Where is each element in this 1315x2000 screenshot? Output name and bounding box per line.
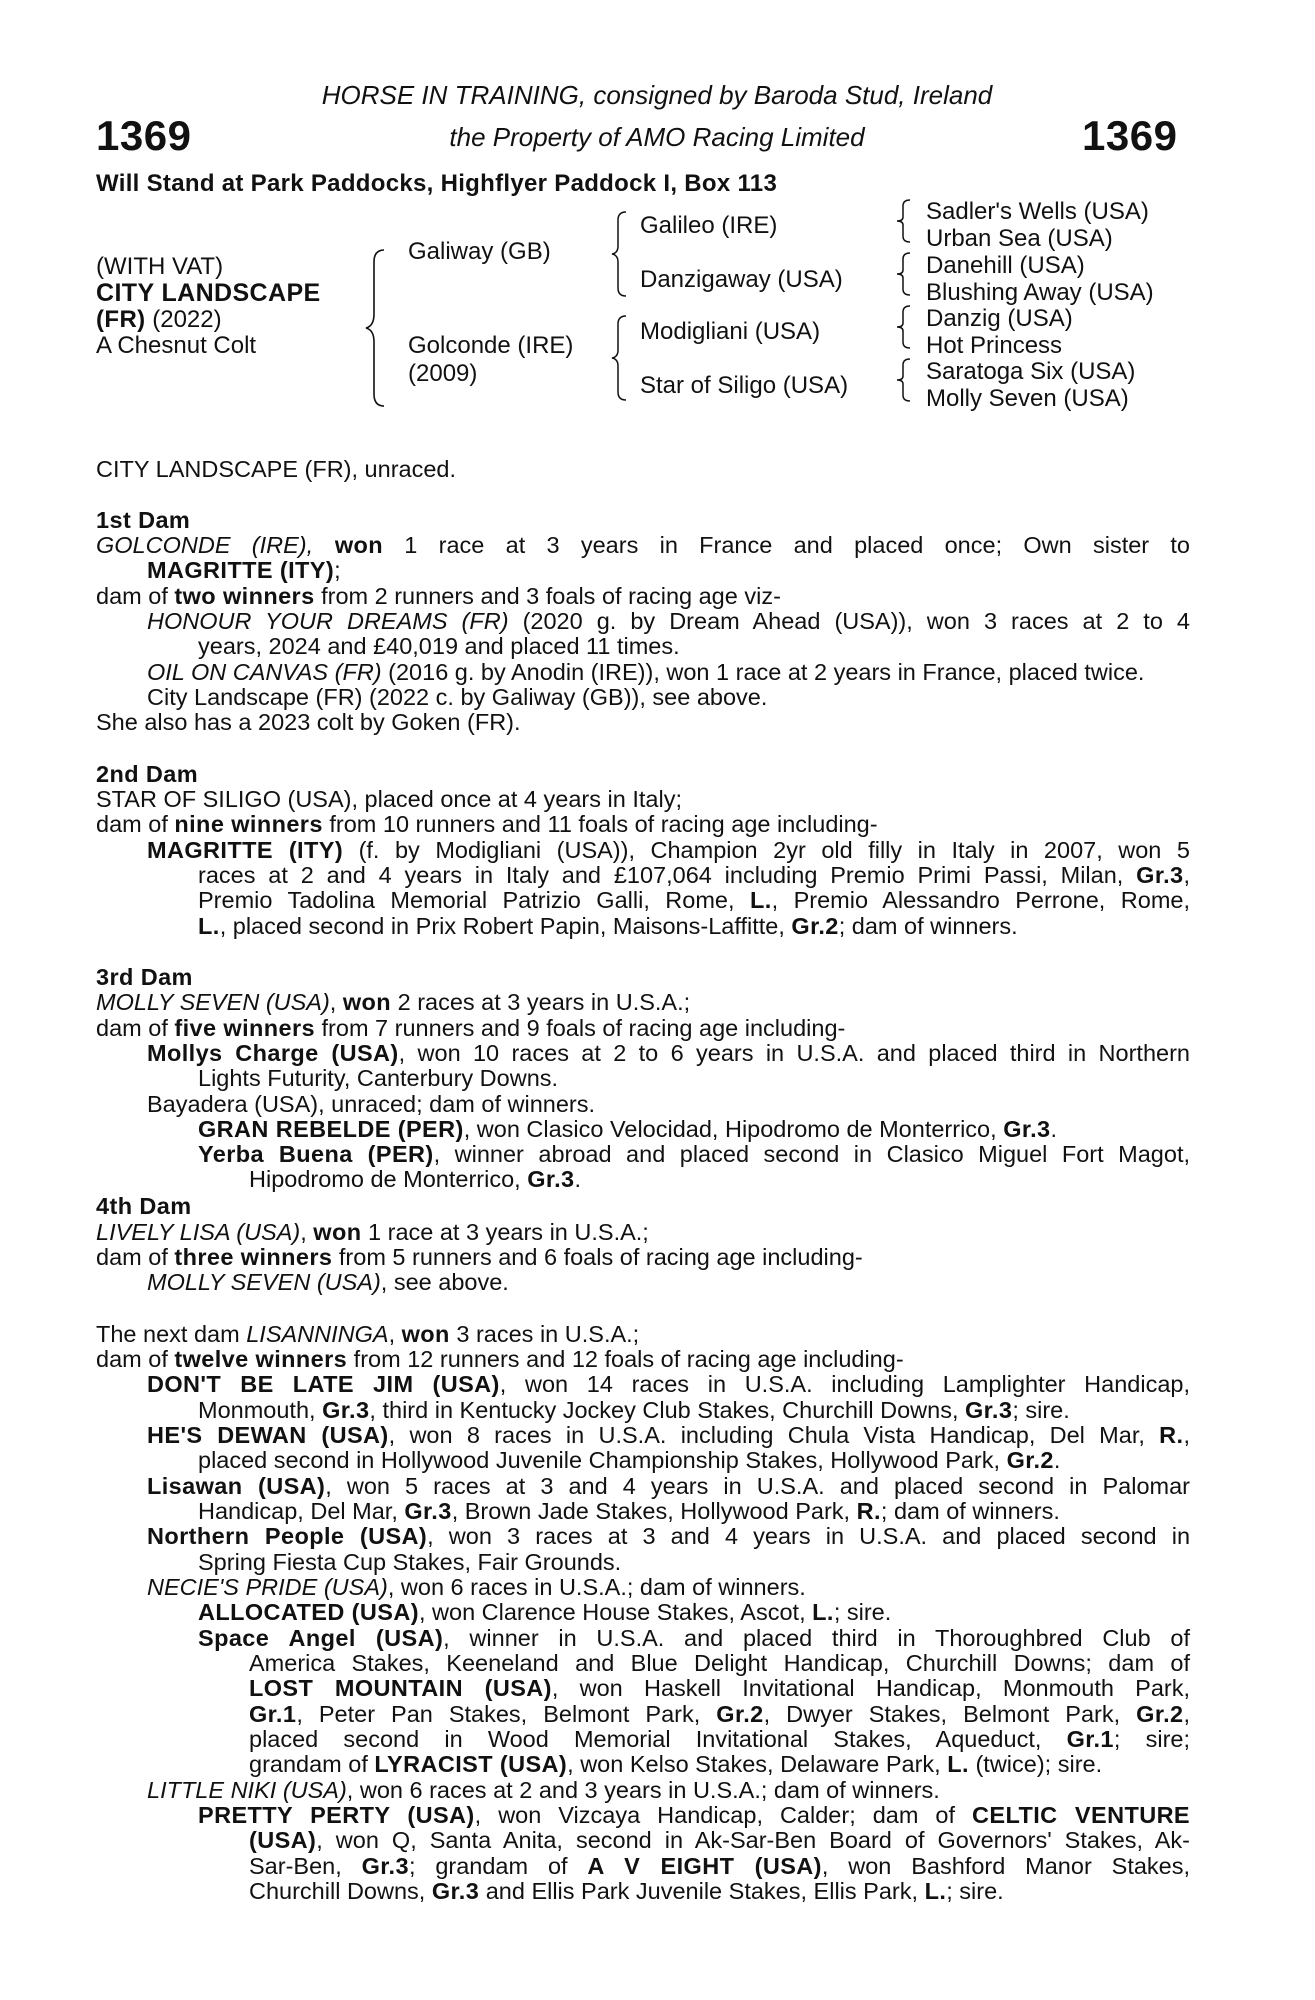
nextdam-line8: Handicap, Del Mar, Gr.3, Brown Jade Stakes, Hollywood Park, R.; dam of winners. (198, 1498, 1060, 1524)
dam2-line6: L., placed second in Prix Robert Papin, Maisons-Laffitte, Gr.2; dam of winners. (198, 913, 1018, 939)
dam1-line1: GOLCONDE (IRE), won 1 race at 3 years in France and placed once; Own sister to (96, 532, 1190, 558)
nextdam-line19: LITTLE NIKI (USA), won 6 races at 2 and 3 years in U.S.A.; dam of winners. (147, 1777, 940, 1803)
sire-dam-brace-icon (360, 248, 390, 408)
stand-location: Will Stand at Park Paddocks, Highflyer Paddock I, Box 113 (96, 170, 778, 197)
dam1-line5: years, 2024 and £40,019 and placed 11 times. (198, 633, 680, 659)
dam1-line8: She also has a 2023 colt by Goken (FR). (96, 709, 521, 735)
dam1-line6: OIL ON CANVAS (FR) (2016 g. by Anodin (IRE)), won 1 race at 2 years in France, placed twice. (147, 659, 1145, 685)
dam3-line7: Yerba Buena (PER), winner abroad and placed second in Clasico Miguel Fort Magot, (198, 1141, 1190, 1167)
dam2-line4: races at 2 and 4 years in Italy and £107,064 including Premio Primi Passi, Milan, Gr.3, (198, 862, 1190, 888)
dam4-line2: dam of three winners from 5 runners and 6 foals of racing age including- (96, 1244, 863, 1270)
dam3-line3: Mollys Charge (USA), won 10 races at 2 to 6 years in U.S.A. and placed third in Northern (147, 1040, 1190, 1066)
unraced-note: CITY LANDSCAPE (FR), unraced. (96, 456, 457, 482)
nextdam-line18: grandam of LYRACIST (USA), won Kelso Stakes, Delaware Park, L. (twice); sire. (249, 1751, 1103, 1777)
horse-name: CITY LANDSCAPE (96, 279, 321, 307)
dam3-line1: MOLLY SEVEN (USA), won 2 races at 3 years in U.S.A.; (96, 989, 691, 1015)
nextdam-line4: Monmouth, Gr.3, third in Kentucky Jockey Club Stakes, Churchill Downs, Gr.3; sire. (198, 1397, 1070, 1423)
dam1-line7: City Landscape (FR) (2022 c. by Galiway (GB)), see above. (147, 684, 768, 710)
gen3-1: Sadler's Wells (USA) (926, 198, 1149, 225)
dam1-line4: HONOUR YOUR DREAMS (FR) (2020 g. by Dream Ahead (USA)), won 3 races at 2 to 4 (147, 608, 1190, 634)
nextdam-line16: Gr.1, Peter Pan Stakes, Belmont Park, Gr.2, Dwyer Stakes, Belmont Park, Gr.2, (249, 1701, 1190, 1727)
gen3-5: Danzig (USA) (926, 305, 1073, 332)
gen3-3: Danehill (USA) (926, 252, 1085, 279)
gen3-brace-icon-4 (892, 357, 914, 403)
nextdam-line17: placed second in Wood Memorial Invitational Stakes, Aqueduct, Gr.1; sire; (249, 1726, 1190, 1752)
gen3-6: Hot Princess (926, 332, 1063, 359)
nextdam-line22: Sar-Ben, Gr.3; grandam of A V EIGHT (USA), won Bashford Manor Stakes, (249, 1853, 1191, 1879)
nextdam-line10: Spring Fiesta Cup Stakes, Fair Grounds. (198, 1549, 622, 1575)
nextdam-line9: Northern People (USA), won 3 races at 3 and 4 years in U.S.A. and placed second in (147, 1523, 1191, 1549)
horse-country: (FR) (96, 306, 146, 333)
dam1-heading: 1st Dam (96, 507, 191, 533)
nextdam-line12: ALLOCATED (USA), won Clarence House Stakes, Ascot, L.; sire. (198, 1599, 892, 1625)
horse-year: (2022) (145, 306, 222, 333)
dam-name: Golconde (IRE) (408, 332, 574, 359)
dam-dam: Star of Siligo (USA) (640, 372, 849, 399)
horse-country-year (96, 306, 222, 334)
dam3-heading: 3rd Dam (96, 964, 193, 990)
dam3-line8: Hipodromo de Monterrico, Gr.3. (249, 1166, 582, 1192)
nextdam-line21: (USA), won Q, Santa Anita, second in Ak-Sar-Ben Board of Governors' Stakes, Ak- (249, 1827, 1190, 1853)
dam2-line5: Premio Tadolina Memorial Patrizio Galli, Rome, L., Premio Alessandro Perrone, Rome, (198, 887, 1190, 913)
nextdam-line7: Lisawan (USA), won 5 races at 3 and 4 years in U.S.A. and placed second in Palomar (147, 1473, 1190, 1499)
property-line: the Property of AMO Racing Limited (449, 122, 865, 152)
dam3-line4: Lights Futurity, Canterbury Downs. (198, 1065, 559, 1091)
sire-name: Galiway (GB) (408, 238, 551, 265)
nextdam-line15: LOST MOUNTAIN (USA), won Haskell Invitational Handicap, Monmouth Park, (249, 1675, 1190, 1701)
horse-description: A Chesnut Colt (96, 332, 257, 359)
gen3-8: Molly Seven (USA) (926, 385, 1129, 412)
nextdam-line14: America Stakes, Keeneland and Blue Delight Handicap, Churchill Downs; dam of (249, 1650, 1190, 1676)
dam4-heading: 4th Dam (96, 1193, 192, 1219)
nextdam-line6: placed second in Hollywood Juvenile Championship Stakes, Hollywood Park, Gr.2. (198, 1447, 1061, 1473)
nextdam-line11: NECIE'S PRIDE (USA), won 6 races in U.S.A.; dam of winners. (147, 1574, 806, 1600)
sale-title: HORSE IN TRAINING, consigned by Baroda Stud, Ireland (321, 80, 993, 110)
gen3-4: Blushing Away (USA) (926, 279, 1154, 306)
dam3-line2: dam of five winners from 7 runners and 9 foals of racing age including- (96, 1015, 846, 1041)
dam2-line2: dam of nine winners from 10 runners and 11 foals of racing age including- (96, 811, 878, 837)
gen3-brace-icon-3 (892, 304, 914, 350)
sire-dam: Danzigaway (USA) (640, 266, 843, 293)
dam4-line1: LIVELY LISA (USA), won 1 race at 3 years in U.S.A.; (96, 1219, 649, 1245)
nextdam-line5: HE'S DEWAN (USA), won 8 races in U.S.A. including Chula Vista Handicap, Del Mar, R., (147, 1422, 1191, 1448)
dam2-line3: MAGRITTE (ITY) (f. by Modigliani (USA)), Champion 2yr old filly in Italy in 2007, won 5 (147, 837, 1190, 863)
dam2-heading: 2nd Dam (96, 761, 199, 787)
dam4-line3: MOLLY SEVEN (USA), see above. (147, 1269, 509, 1295)
gen3-7: Saratoga Six (USA) (926, 358, 1136, 385)
nextdam-line20: PRETTY PERTY (USA), won Vizcaya Handicap, Calder; dam of CELTIC VENTURE (198, 1802, 1191, 1828)
nextdam-line13: Space Angel (USA), winner in U.S.A. and placed third in Thoroughbred Club of (198, 1625, 1190, 1651)
lot-number-left: 1369 (96, 112, 192, 159)
sire-sire: Galileo (IRE) (640, 212, 778, 239)
dam-brace-icon (608, 314, 630, 402)
nextdam-line23: Churchill Downs, Gr.3 and Ellis Park Juvenile Stakes, Ellis Park, L.; sire. (249, 1878, 1004, 1904)
dam3-line5: Bayadera (USA), unraced; dam of winners. (147, 1091, 596, 1117)
vat-note: (WITH VAT) (96, 253, 224, 280)
gen3-brace-icon-2 (892, 251, 914, 297)
dam-year: (2009) (408, 360, 478, 387)
lot-number-right: 1369 (1082, 112, 1178, 159)
sire-brace-icon (608, 210, 630, 298)
nextdam-line2: dam of twelve winners from 12 runners and 12 foals of racing age including- (96, 1346, 904, 1372)
gen3-2: Urban Sea (USA) (926, 225, 1113, 252)
nextdam-line3: DON'T BE LATE JIM (USA), won 14 races in U.S.A. including Lamplighter Handicap, (147, 1371, 1191, 1397)
dam2-line1: STAR OF SILIGO (USA), placed once at 4 years in Italy; (96, 786, 682, 812)
gen3-brace-icon-1 (892, 198, 914, 244)
dam1-line3: dam of two winners from 2 runners and 3 foals of racing age viz- (96, 583, 781, 609)
dam1-line2: MAGRITTE (ITY); (147, 557, 341, 583)
dam1-name: GOLCONDE (IRE), (96, 532, 314, 558)
dam-sire: Modigliani (USA) (640, 318, 821, 345)
dam3-line6: GRAN REBELDE (PER), won Clasico Velocidad, Hipodromo de Monterrico, Gr.3. (198, 1116, 1058, 1142)
nextdam-line1: The next dam LISANNINGA, won 3 races in U.S.A.; (96, 1321, 640, 1347)
